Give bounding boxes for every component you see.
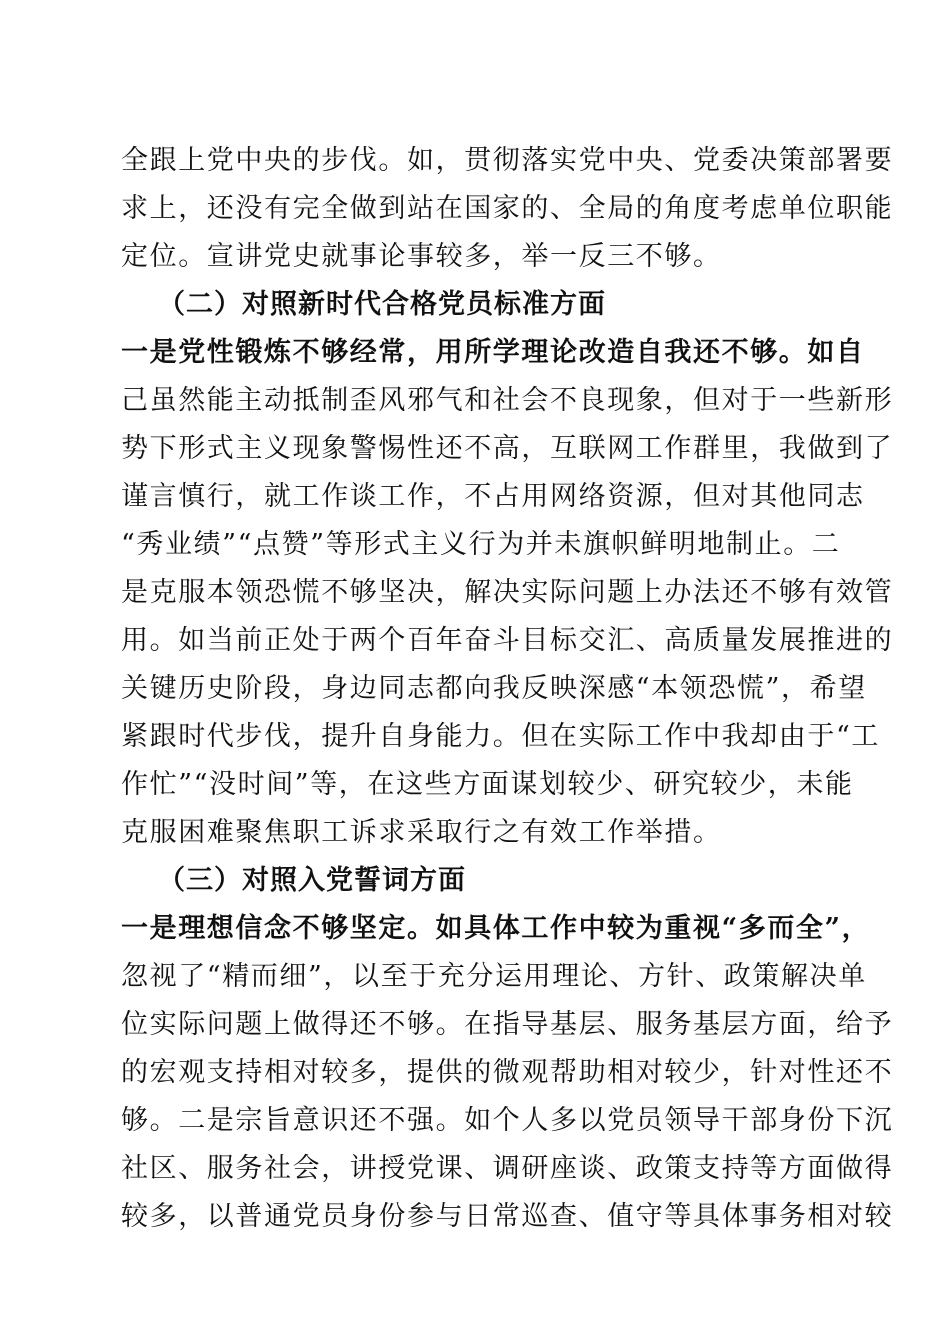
paragraph-line: 全跟上党中央的步伐。如，贯彻落实党中央、党委决策部署要 — [121, 145, 894, 176]
paragraph-line: 关键历史阶段，身边同志都向我反映深感“本领恐慌”，希望 — [121, 673, 867, 704]
paragraph-line: 较多，以普通党员身份参与日常巡查、值守等具体事务相对较 — [121, 1201, 894, 1232]
paragraph-line: 作忙”“没时间”等，在这些方面谋划较少、研究较少，未能 — [121, 769, 854, 800]
paragraph-line: 求上，还没有完全做到站在国家的、全局的角度考虑单位职能 — [121, 193, 894, 224]
paragraph-line: “秀业绩”“点赞”等形式主义行为并未旗帜鲜明地制止。二 — [121, 529, 841, 560]
paragraph-line: 是克服本领恐慌不够坚决，解决实际问题上办法还不够有效管 — [121, 577, 894, 608]
paragraph-line: 定位。宣讲党史就事论事较多，举一反三不够。 — [121, 241, 722, 272]
paragraph-line: 紧跟时代步伐，提升自身能力。但在实际工作中我却由于“工 — [121, 721, 881, 752]
paragraph-line: 的宏观支持相对较多，提供的微观帮助相对较少，针对性还不 — [121, 1057, 894, 1088]
paragraph-line: 一是党性锻炼不够经常，用所学理论改造自我还不够。如自 — [121, 337, 865, 368]
paragraph-line: 社区、服务社会，讲授党课、调研座谈、政策支持等方面做得 — [121, 1153, 894, 1184]
paragraph-line: 谨言慎行，就工作谈工作，不占用网络资源，但对其他同志 — [121, 481, 865, 512]
paragraph-line: 位实际问题上做得还不够。在指导基层、服务基层方面，给予 — [121, 1009, 894, 1040]
paragraph-line: 克服困难聚焦职工诉求采取行之有效工作举措。 — [121, 817, 722, 848]
paragraph-line: 一是理想信念不够坚定。如具体工作中较为重视“多而全”， — [121, 913, 871, 944]
section-heading: （三）对照入党誓词方面 — [158, 865, 466, 896]
paragraph-line: 够。二是宗旨意识还不强。如个人多以党员领导干部身份下沉 — [121, 1105, 894, 1136]
paragraph-line: 忽视了“精而细”，以至于充分运用理论、方针、政策解决单 — [121, 961, 867, 992]
paragraph-line: 己虽然能主动抵制歪风邪气和社会不良现象，但对于一些新形 — [121, 385, 894, 416]
paragraph-line: 用。如当前正处于两个百年奋斗目标交汇、高质量发展推进的 — [121, 625, 894, 656]
section-heading: （二）对照新时代合格党员标准方面 — [158, 289, 606, 320]
paragraph-line: 势下形式主义现象警惕性还不高，互联网工作群里，我做到了 — [121, 433, 894, 464]
